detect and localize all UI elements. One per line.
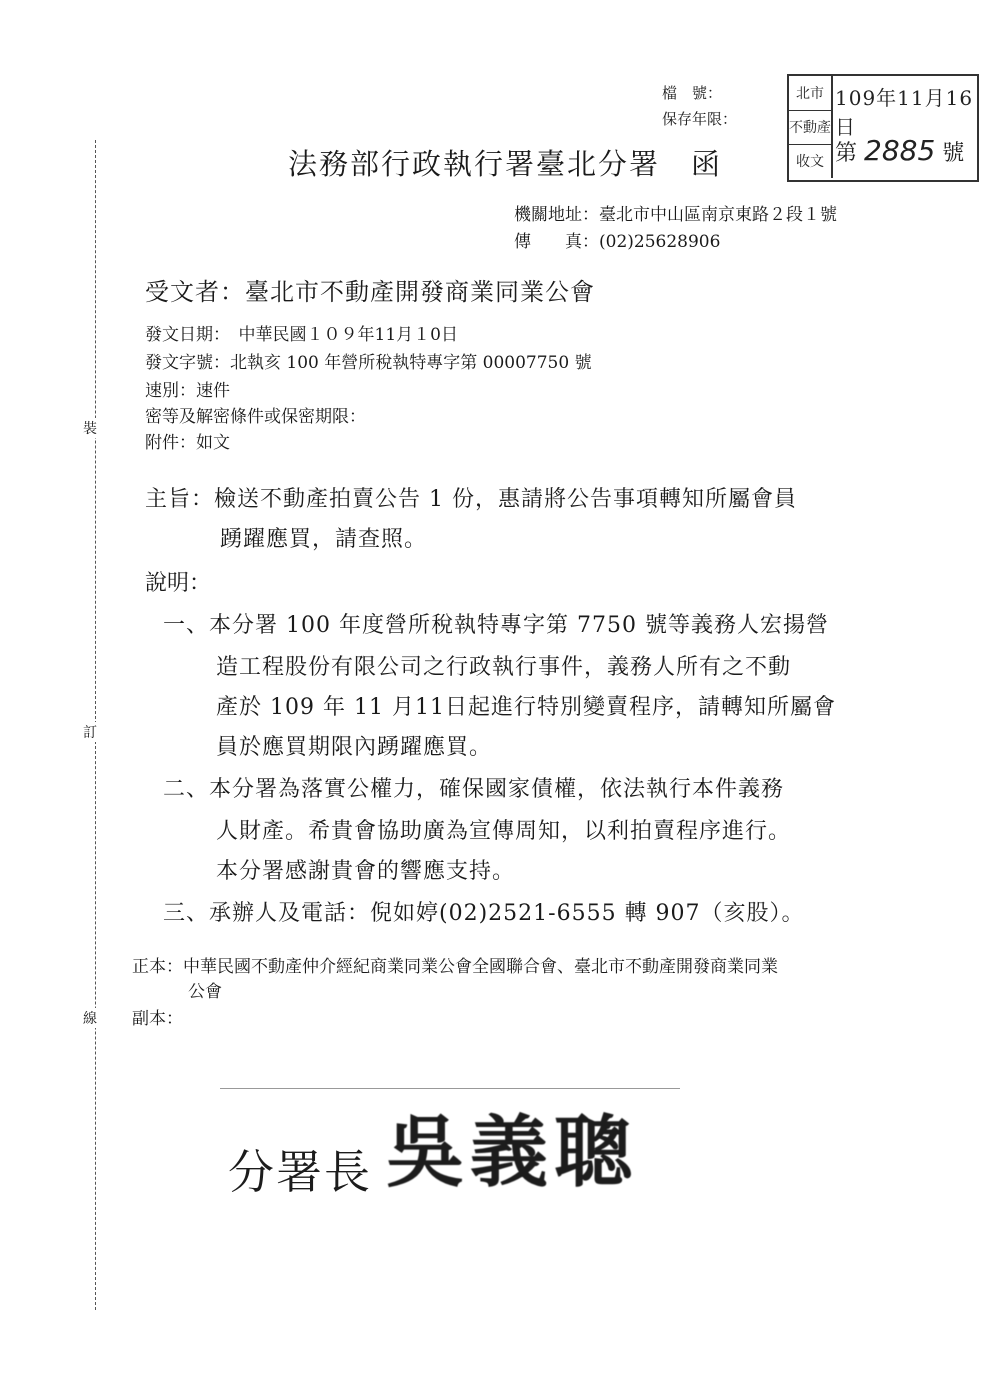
stamp-number-suffix: 號 [942,141,965,166]
signature-guide-line [220,1088,680,1089]
item1-line-3: 產於 109 年 11 月11日起進行特別變賣程序，請轉知所屬會 [216,695,836,720]
item2-line-3: 本分署感謝貴會的響應支持。 [216,859,516,884]
agency-address: 機關地址：臺北市中山區南京東路２段１號 [514,205,837,225]
signature-block [228,1092,638,1202]
subject-line-2: 踴躍應買，請查照。 [220,527,428,552]
document-title: 法務部行政執行署臺北分署 函 [288,147,723,181]
item1-line-2: 造工程股份有限公司之行政執行事件，義務人所有之不動 [216,655,792,680]
received-stamp [787,74,979,182]
stamp-cell-city: 北市 [789,76,833,111]
stamp-number-prefix: 第 [835,141,858,166]
file-no-label: 檔 號： [662,84,723,102]
stamp-number-value: 2885 [864,134,936,167]
item1-line-4: 員於應買期限內踴躍應買。 [216,735,493,760]
attachment: 附件：如文 [145,433,230,453]
item2-line-2: 人財產。希貴會協助廣為宣傳周知，以利拍賣程序進行。 [216,819,792,844]
urgency: 速別：速件 [145,381,230,401]
subject-line-1: 主旨：檢送不動產拍賣公告 1 份，惠請將公告事項轉知所屬會員 [145,487,797,512]
item1-line-1: 一、本分署 100 年度營所稅執特專字第 7750 號等義務人宏揚營 [163,613,829,638]
recipient: 受文者：臺北市不動產開發商業同業公會 [145,278,595,306]
original-recipients-line-2: 公會 [188,982,222,1002]
issue-date: 發文日期： 中華民國１０９年11月１0日 [145,325,458,345]
item3-line-1: 三、承辦人及電話：倪如婷(02)2521-6555 轉 907（亥股）。 [163,901,805,926]
stamp-number [835,134,964,167]
stamp-cell-received: 收文 [789,144,833,178]
agency-fax: 傳 真：(02)25628906 [514,232,721,252]
retention-label: 保存年限： [662,110,738,128]
binding-label-xian: 線 [80,1008,100,1028]
explanation-heading: 說明： [145,571,212,596]
stamp-date: 109年11月16日 [835,86,974,139]
item2-line-1: 二、本分署為落實公權力，確保國家債權，依法執行本件義務 [163,777,785,802]
original-recipients-line-1: 正本：中華民國不動產仲介經紀商業同業公會全國聯合會、臺北市不動產開發商業同業 [132,957,778,977]
signature-title: 分署長 [228,1145,372,1199]
binding-label-ding: 訂 [80,722,100,742]
secrecy: 密等及解密條件或保密期限： [145,407,366,427]
stamp-cell-realestate: 不動產 [789,110,833,145]
document-number: 發文字號：北執亥 100 年營所稅執特專字第 00007750 號 [145,353,592,373]
copy-recipients: 副本： [132,1009,183,1029]
signature-name: 吳義聰 [386,1108,639,1198]
binding-label-zhuang: 裝 [80,418,100,438]
